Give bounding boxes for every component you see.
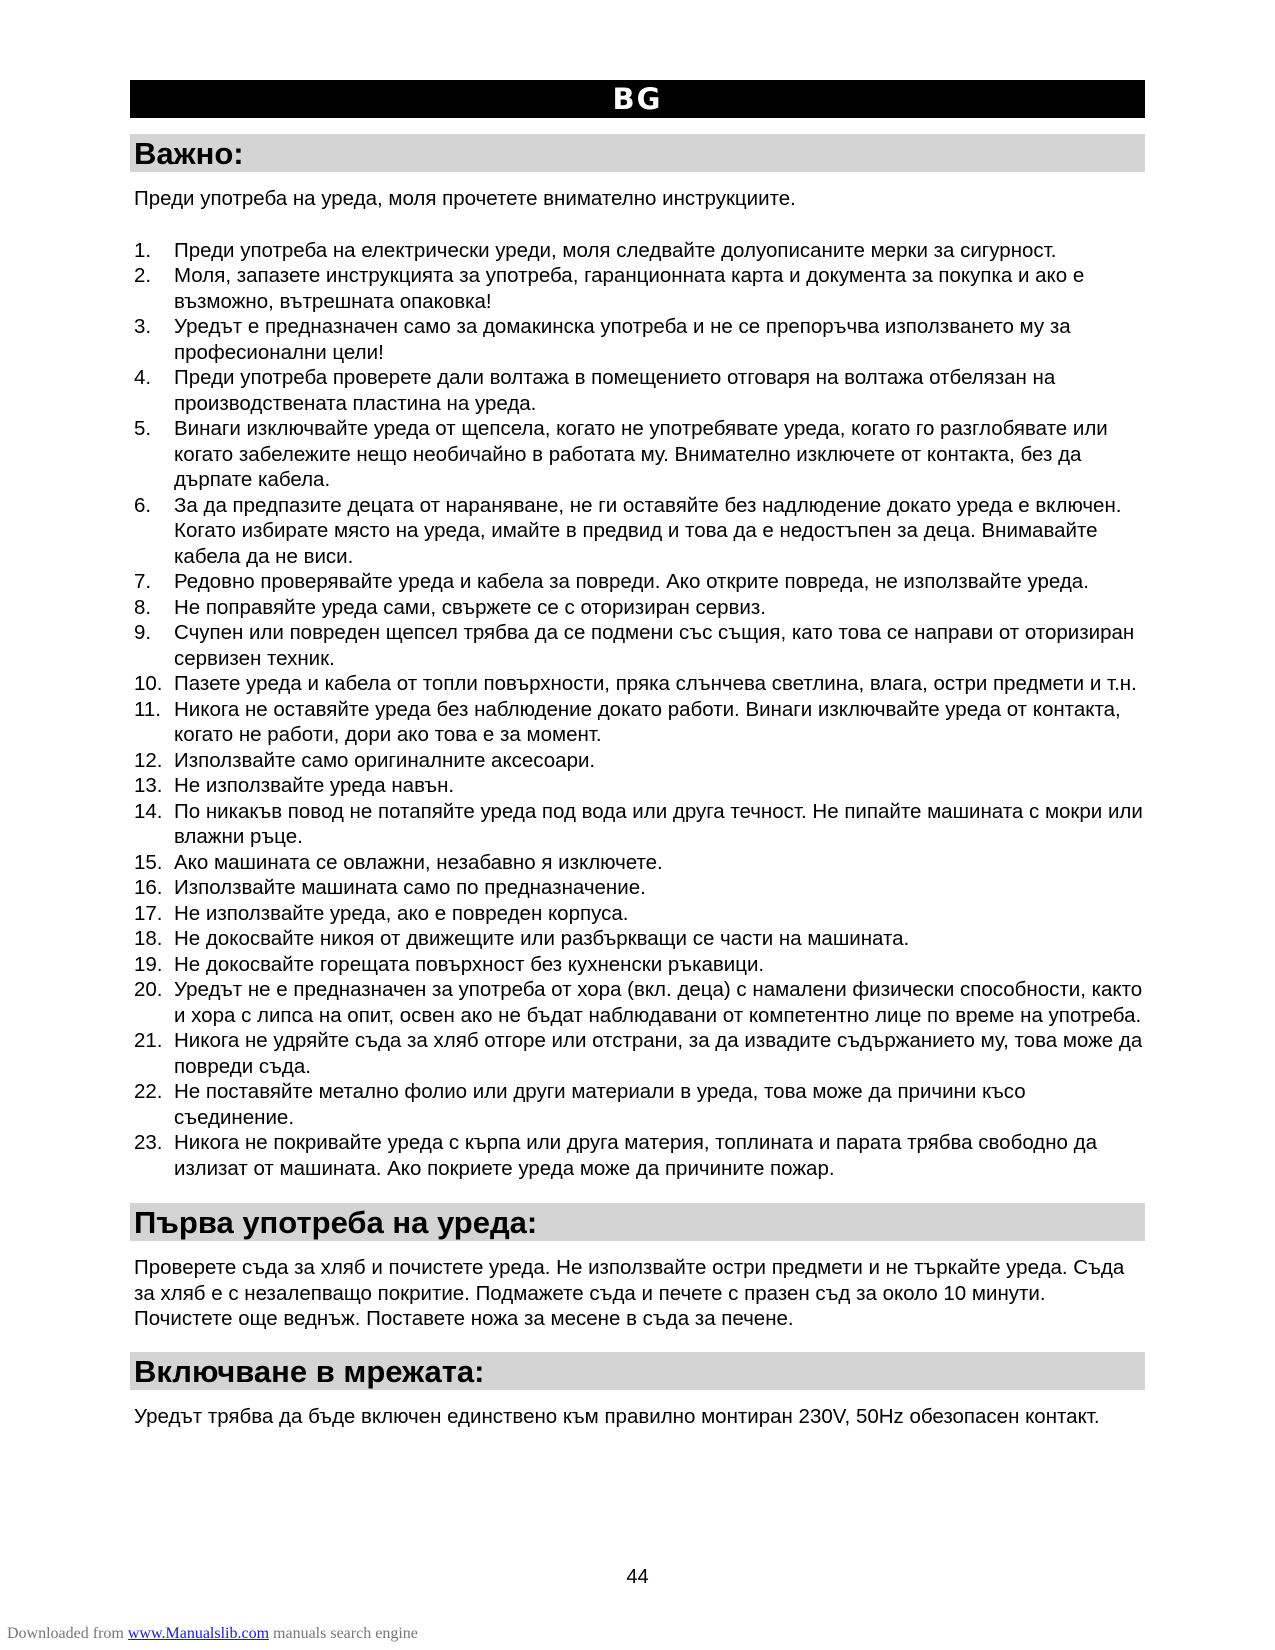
first-use-heading: Първа употреба на уреда: xyxy=(130,1203,1145,1241)
manual-page xyxy=(130,80,1145,1429)
rule-text: Ако машината се овлажни, незабавно я изключете. xyxy=(174,850,663,874)
rule-text: Счупен или повреден щепсел трябва да се подмени със същия, като това се направи от оторизиран сервизен техник. xyxy=(174,621,1135,670)
list-item xyxy=(134,926,1145,952)
rule-text: Никога не оставяйте уреда без наблюдение докато работи. Винаги изключвайте уреда от контакта, когато не работи, дори ако това е за момент. xyxy=(174,697,1121,746)
rule-text: Винаги изключвайте уреда от щепсела, когато не употребявате уреда, когато го разглобявате или когато забележите нещо необичайно в работата му. Внимателно изключете от контакта, без да дърпате кабела. xyxy=(174,417,1108,491)
rule-number: 14. xyxy=(134,799,163,823)
rule-number: 9. xyxy=(134,621,152,644)
first-use-text: Проверете съда за хляб и почистете уреда. Не използвайте остри предмети и не търкайте уреда. Съда за хляб е с незалепващо покритие. Подмажете съда и печете с празен съд за около 10 минути. Почистете още веднъж. Поставете ножа за месене в съда за печене. xyxy=(134,1256,1125,1330)
rule-text: За да предпазите децата от нараняване, не ги оставяйте без надлюдение докато уреда е включен. Когато избирате място на уреда, имайте в предвид и това да е недостъпен за деца. Внимавайте кабела да не виси. xyxy=(174,493,1122,568)
safety-rules-list xyxy=(134,238,1145,1182)
rule-text: Уредът не е предназначен за употреба от хора (вкл. деца) с намалени физически способности, както и хора с липса на опит, освен ако не бъдат наблюдавани от компетентно лице по време на употреба. xyxy=(174,978,1143,1027)
rule-number: 18. xyxy=(134,927,163,950)
rule-text: Не използвайте уреда, ако е повреден корпуса. xyxy=(174,901,629,925)
rule-number: 2. xyxy=(134,264,152,287)
rule-number: 22. xyxy=(134,1080,163,1103)
rule-number: 12. xyxy=(134,748,163,772)
language-bar: BG xyxy=(130,80,1145,118)
rule-number: 20. xyxy=(134,978,163,1001)
rule-text: Никога не удряйте съда за хляб отгоре или отстрани, за да извадите съдържанието му, това може да повреди съда. xyxy=(174,1029,1143,1078)
footer-prefix: Downloaded from xyxy=(7,1625,128,1642)
list-item xyxy=(134,952,1145,978)
rule-text: По никакъв повод не потапяйте уреда под вода или друга течност. Не пипайте машината с мокри или влажни ръце. xyxy=(174,799,1143,848)
list-item xyxy=(134,1079,1145,1130)
rule-number: 15. xyxy=(134,850,163,874)
power-connection-text: Уредът трябва да бъде включен единствено към правилно монтиран 230V, 50Hz обезопасен контакт. xyxy=(134,1404,1100,1428)
rule-number: 19. xyxy=(134,952,163,976)
rule-text: Никога не покривайте уреда с кърпа или друга материя, топлината и парата трябва свободно да излизат от машината. Ако покриете уреда може да причините пожар. xyxy=(174,1131,1098,1180)
rule-text: Не докосвайте никоя от движещите или разбъркващи се части на машината. xyxy=(174,927,910,950)
rule-text: Моля, запазете инструкцията за употреба, гаранционната карта и документа за покупка и ако е възможно, вътрешната опаковка! xyxy=(174,264,1085,313)
rule-number: 23. xyxy=(134,1131,163,1154)
download-footer xyxy=(7,1625,418,1643)
list-item xyxy=(134,671,1145,697)
power-connection-heading: Включване в мрежата: xyxy=(130,1352,1145,1390)
rule-text: Не поправяйте уреда сами, свържете се с оторизиран сервиз. xyxy=(174,595,766,619)
rule-number: 5. xyxy=(134,417,152,440)
rule-text: Уредът е предназначен само за домакинска употреба и не се препоръчва използването му за професионални цели! xyxy=(174,315,1071,364)
rule-number: 7. xyxy=(134,570,152,593)
rule-number: 16. xyxy=(134,876,163,899)
rule-number: 4. xyxy=(134,366,152,389)
list-item xyxy=(134,493,1145,570)
page-number: 44 xyxy=(626,1566,649,1588)
list-item xyxy=(134,850,1145,876)
list-item xyxy=(134,569,1145,595)
rule-text: Използвайте само оригиналните аксесоари. xyxy=(174,748,596,772)
list-item xyxy=(134,620,1145,671)
rule-text: Използвайте машината само по предназначение. xyxy=(174,876,646,899)
rule-text: Не използвайте уреда навън. xyxy=(174,774,455,797)
list-item xyxy=(134,416,1145,493)
list-item xyxy=(134,697,1145,748)
list-item xyxy=(134,238,1145,264)
manualslib-link[interactable]: www.Manualslib.com xyxy=(127,1625,270,1642)
rule-text: Пазете уреда и кабела от топли повърхности, пряка слънчева светлина, влага, остри предмети и т.н. xyxy=(174,672,1137,695)
list-item xyxy=(134,773,1145,799)
list-item xyxy=(134,977,1145,1028)
rule-number: 10. xyxy=(134,672,163,695)
rule-number: 21. xyxy=(134,1029,163,1052)
list-item xyxy=(134,1028,1145,1079)
list-item xyxy=(134,748,1145,774)
important-intro: Преди употреба на уреда, моля прочетете внимателно инструкциите. xyxy=(134,187,796,210)
rule-text: Редовно проверявайте уреда и кабела за повреди. Ако открите повреда, не използвайте уреда. xyxy=(174,570,1089,593)
rule-text: Не докосвайте горещата повърхност без кухненски ръкавици. xyxy=(174,952,765,976)
list-item xyxy=(134,263,1145,314)
rule-number: 1. xyxy=(134,238,152,262)
rule-text: Преди употреба на електрически уреди, моля следвайте долуописаните мерки за сигурност. xyxy=(174,238,1057,262)
rule-number: 13. xyxy=(134,774,163,797)
list-item xyxy=(134,799,1145,850)
list-item xyxy=(134,365,1145,416)
rule-number: 8. xyxy=(134,595,152,619)
rule-number: 11. xyxy=(134,697,161,721)
rule-text: Преди употреба проверете дали волтажа в помещението отговаря на волтажа отбелязан на производствената пластина на уреда. xyxy=(174,366,1056,415)
list-item xyxy=(134,901,1145,927)
list-item xyxy=(134,1130,1145,1181)
list-item xyxy=(134,314,1145,365)
footer-suffix: manuals search engine xyxy=(269,1625,418,1642)
rule-number: 17. xyxy=(134,901,163,925)
rule-number: 3. xyxy=(134,315,152,338)
rule-text: Не поставяйте метално фолио или други материали в уреда, това може да причини късо съединение. xyxy=(174,1080,1026,1129)
important-heading: Важно: xyxy=(130,134,1145,172)
list-item xyxy=(134,875,1145,901)
list-item xyxy=(134,595,1145,621)
rule-number: 6. xyxy=(134,493,152,517)
